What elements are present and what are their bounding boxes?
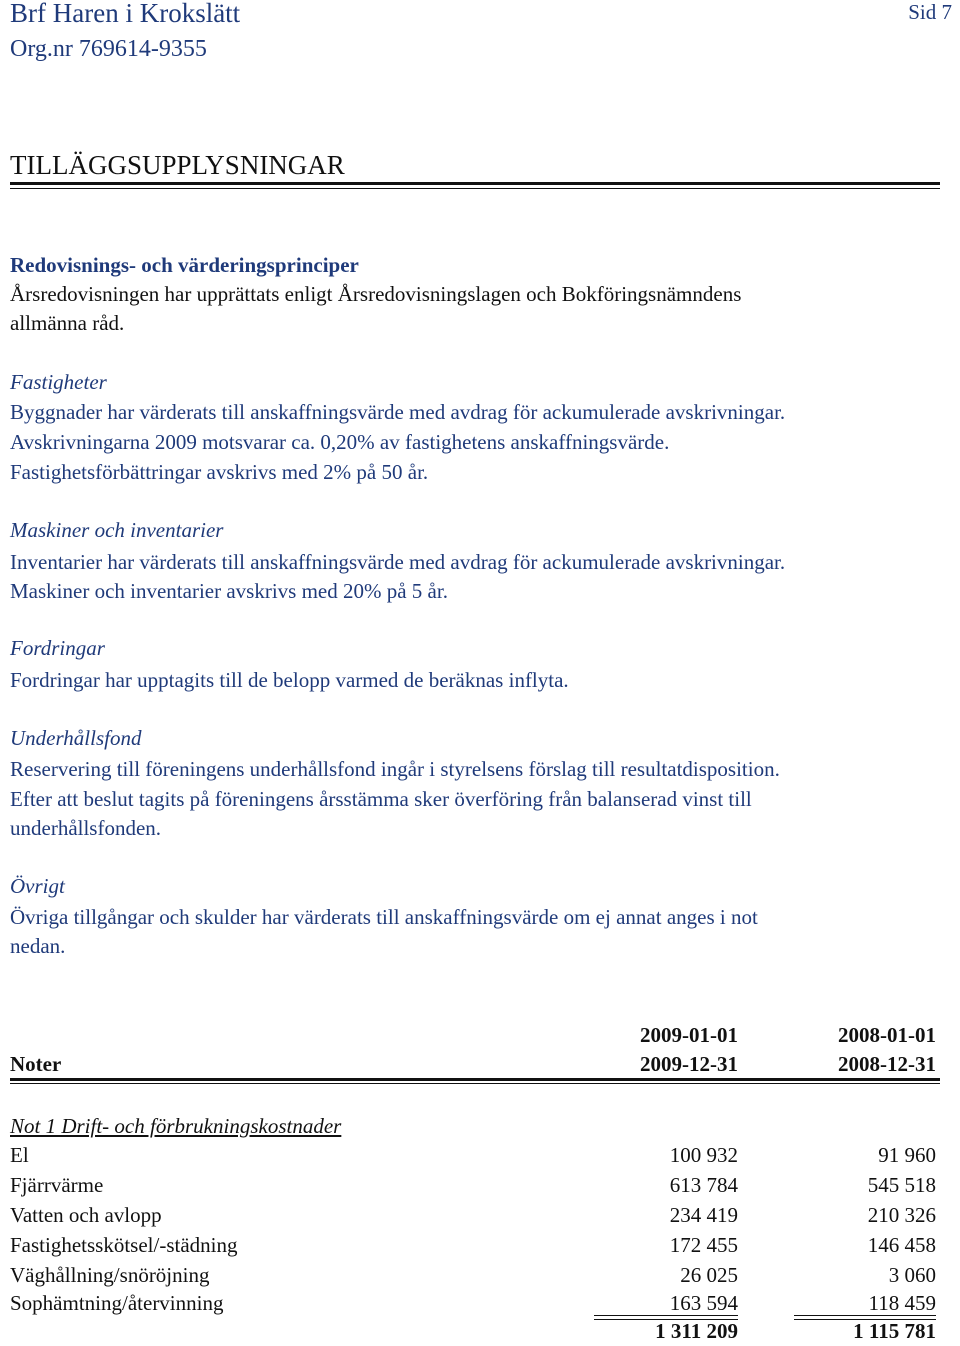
total-2008: 1 115 781 (853, 1319, 936, 1343)
underhallsfond-text-line: underhållsfonden. (10, 816, 162, 840)
table-row-label: Vatten och avlopp (10, 1203, 162, 1227)
underhallsfond-heading: Underhållsfond (10, 726, 142, 750)
table-row-value-2008: 3 060 (888, 1263, 936, 1287)
table-row-label: Väghållning/snöröjning (10, 1263, 210, 1287)
principles-text-line: allmänna råd. (10, 311, 125, 335)
table-row-value-2008: 146 458 (867, 1233, 936, 1257)
title-rule-thick (10, 182, 940, 185)
table-row-value-2009: 234 419 (669, 1203, 738, 1227)
notes-label: Noter (10, 1052, 62, 1076)
notes-header-rule-thick (10, 1078, 940, 1081)
total-2009: 1 311 209 (655, 1319, 738, 1343)
sum-rule-2009-a (594, 1315, 738, 1316)
notes-col1-from: 2009-01-01 (640, 1023, 738, 1047)
title-rule-thin (10, 188, 940, 189)
table-row-value-2008: 118 459 (868, 1291, 936, 1315)
ovrigt-heading: Övrigt (10, 874, 65, 898)
organization-name: Brf Haren i Krokslätt (10, 0, 241, 28)
ovrigt-text-line: nedan. (10, 934, 66, 958)
page-title: TILLÄGGSUPPLYSNINGAR (10, 150, 345, 180)
table-row-label: El (10, 1143, 29, 1167)
fastigheter-text-line: Avskrivningarna 2009 motsvarar ca. 0,20% av fastighetens anskaffningsvärde. (10, 430, 670, 454)
notes-col2-to: 2008-12-31 (838, 1052, 936, 1076)
table-row-value-2009: 172 455 (669, 1233, 738, 1257)
notes-col1-to: 2009-12-31 (640, 1052, 738, 1076)
sum-rule-2008-a (794, 1315, 936, 1316)
ovrigt-text-line: Övriga tillgångar och skulder har värderats till anskaffningsvärde om ej annat anges i not (10, 905, 758, 929)
fastigheter-text-line: Byggnader har värderats till anskaffningsvärde med avdrag för ackumulerade avskrivningar. (10, 400, 786, 424)
table-row-value-2008: 210 326 (867, 1203, 936, 1227)
table-row-label: Sophämtning/återvinning (10, 1291, 224, 1315)
notes-col2-from: 2008-01-01 (838, 1023, 936, 1047)
table-row-label: Fjärrvärme (10, 1173, 104, 1197)
maskiner-text-line: Inventarier har värderats till anskaffningsvärde med avdrag för ackumulerade avskrivningar. (10, 550, 786, 574)
table-row-value-2009: 100 932 (669, 1143, 738, 1167)
principles-heading: Redovisnings- och värderingsprinciper (10, 253, 359, 277)
organization-number: Org.nr 769614-9355 (10, 36, 207, 62)
maskiner-heading: Maskiner och inventarier (10, 518, 224, 542)
underhallsfond-text-line: Reservering till föreningens underhållsfond ingår i styrelsens förslag till resultatdisposition. (10, 757, 780, 781)
note1-title: Not 1 Drift- och förbrukningskostnader (10, 1114, 342, 1138)
table-row-value-2009: 613 784 (669, 1173, 738, 1197)
notes-header-rule-thin (10, 1083, 940, 1084)
underhallsfond-text-line: Efter att beslut tagits på föreningens årsstämma sker överföring från balanserad vinst till (10, 787, 752, 811)
table-row-value-2008: 545 518 (867, 1173, 936, 1197)
page-number: Sid 7 (908, 0, 952, 24)
fordringar-heading: Fordringar (10, 636, 105, 660)
table-row-value-2009: 26 025 (680, 1263, 738, 1287)
table-row-label: Fastighetsskötsel/-städning (10, 1233, 238, 1257)
table-row-value-2009: 163 594 (669, 1291, 738, 1315)
fastigheter-text-line: Fastighetsförbättringar avskrivs med 2% på 50 år. (10, 460, 429, 484)
principles-text-line: Årsredovisningen har upprättats enligt Årsredovisningslagen och Bokföringsnämndens (10, 282, 742, 306)
table-row-value-2008: 91 960 (878, 1143, 936, 1167)
fordringar-text-line: Fordringar har upptagits till de belopp varmed de beräknas inflyta. (10, 668, 569, 692)
maskiner-text-line: Maskiner och inventarier avskrivs med 20% på 5 år. (10, 579, 448, 603)
fastigheter-heading: Fastigheter (10, 370, 107, 394)
